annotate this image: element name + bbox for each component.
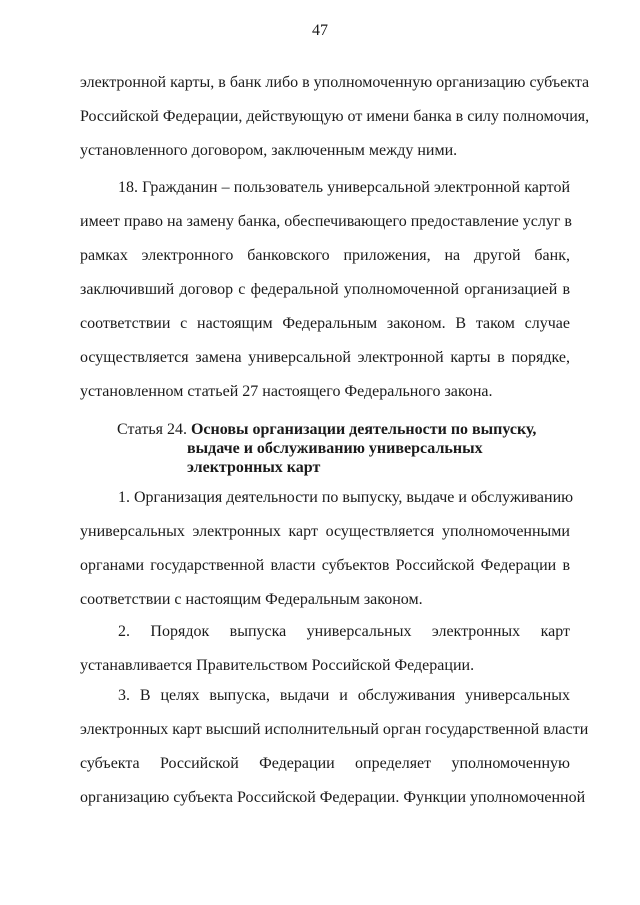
text-line: органами государственной власти субъектов Российской Федерации в: [80, 557, 570, 574]
paragraph-3: [80, 679, 589, 815]
text-line: имеет право на замену банка, обеспечивающего предоставление услуг в: [80, 213, 572, 230]
text-line: организацию субъекта Российской Федерации. Функции уполномоченной: [80, 789, 586, 806]
text-line: 3. В целях выпуска, выдачи и обслуживания универсальных: [118, 687, 570, 704]
text-line: 2. Порядок выпуска универсальных электронных карт: [118, 623, 570, 640]
text-line: электронной карты, в банк либо в уполномоченную организацию субъекта: [80, 74, 590, 91]
article-title-line: выдаче и обслуживанию универсальных: [187, 440, 483, 457]
text-line: заключивший договор с федеральной уполномоченной организацией в: [80, 281, 570, 298]
text-line: соответствии с настоящим Федеральным законом. В таком случае: [80, 315, 570, 332]
text-line: Российской Федерации, действующую от имени банка в силу полномочия,: [80, 108, 590, 125]
text-line: установленном статьей 27 настоящего Федерального закона.: [80, 383, 493, 400]
paragraph-continuation: [80, 66, 590, 168]
text-line: установленного договором, заключенным между ними.: [80, 142, 458, 159]
text-line: рамках электронного банковского приложения, на другой банк,: [80, 247, 570, 264]
text-line: субъекта Российской Федерации определяет уполномоченную: [80, 755, 570, 772]
paragraph-18: [80, 171, 570, 409]
paragraph-1: [80, 481, 574, 617]
text-line: 1. Организация деятельности по выпуску, выдаче и обслуживанию: [118, 489, 574, 506]
text-line: электронных карт высший исполнительный орган государственной власти: [80, 721, 589, 738]
article-number: Статья 24.: [117, 421, 191, 438]
article-title-line: электронных карт: [187, 459, 321, 476]
text-line: универсальных электронных карт осуществляется уполномоченными: [80, 523, 570, 540]
article-title-line: Основы организации деятельности по выпуску,: [190, 421, 537, 438]
paragraph-2: [80, 615, 570, 683]
text-line: соответствии с настоящим Федеральным законом.: [80, 591, 423, 608]
article-heading: [117, 420, 536, 477]
text-line: устанавливается Правительством Российской Федерации.: [80, 657, 475, 674]
text-line: 18. Гражданин – пользователь универсальной электронной картой: [118, 179, 570, 196]
text-line: осуществляется замена универсальной электронной карты в порядке,: [80, 349, 570, 366]
page-number: 47: [312, 22, 328, 39]
